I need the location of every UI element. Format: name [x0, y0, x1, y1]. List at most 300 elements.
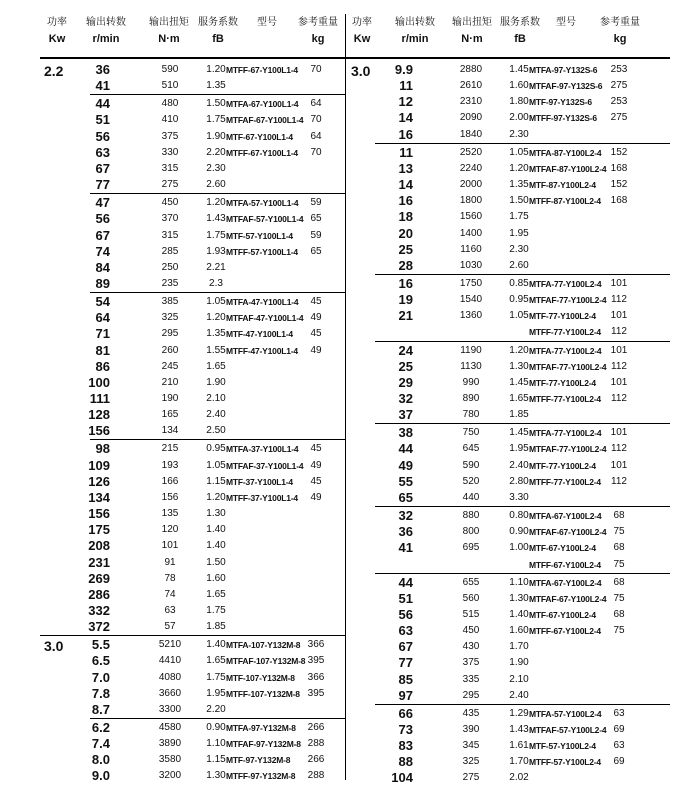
service-factor: 2.40 — [206, 409, 226, 421]
weight-kg — [607, 490, 631, 506]
model-code: MTF-67-Y100L2-4 — [529, 609, 596, 620]
weight-header: 参考重量 kg — [600, 17, 640, 45]
service-factor: 0.85 — [509, 277, 529, 289]
weight-kg: 49 — [310, 491, 322, 503]
service-factor: 0.90 — [206, 722, 226, 733]
table-row — [0, 62, 345, 78]
output-speed: 11 — [399, 144, 413, 160]
output-torque: 3890 — [158, 738, 182, 750]
service-factor: 2.30 — [206, 162, 226, 174]
weight-kg: 70 — [310, 114, 322, 126]
output-torque: 57 — [164, 621, 176, 633]
output-speed: 71 — [95, 326, 110, 342]
table-row — [0, 407, 345, 423]
table-row — [0, 474, 345, 490]
group-rule — [375, 704, 670, 705]
model-code: MTFF-77-Y100L2-4 — [529, 476, 601, 487]
table-row — [0, 458, 345, 474]
output-torque: 780 — [462, 409, 480, 421]
output-speed: 29 — [398, 374, 413, 390]
service-factor: 2.40 — [509, 689, 529, 701]
output-speed: 83 — [398, 738, 413, 754]
model-code: MTFF-107-Y132M-8 — [226, 688, 300, 699]
weight-kg: 366 — [307, 671, 325, 683]
output-speed: 89 — [95, 275, 110, 291]
output-speed — [357, 557, 413, 573]
service-factor: 2.20 — [206, 703, 226, 715]
model-code: MTFA-97-Y132M-8 — [226, 723, 296, 733]
output-torque: 325 — [161, 312, 179, 324]
output-speed: 6.5 — [91, 653, 110, 669]
service-factor: 1.43 — [206, 213, 226, 225]
weight-kg: 366 — [307, 639, 325, 651]
service-factor: 1.15 — [206, 475, 226, 487]
model-code: MTFA-47-Y100L1-4 — [226, 297, 299, 308]
table-row — [345, 754, 700, 770]
service-factor: 1.20 — [509, 162, 529, 174]
service-factor: 1.80 — [509, 96, 529, 108]
table-row — [0, 195, 345, 211]
output-speed: 86 — [95, 358, 110, 374]
weight-kg: 112 — [611, 475, 627, 487]
output-torque: 78 — [164, 572, 176, 584]
output-torque: 63 — [164, 604, 176, 616]
weight-kg: 68 — [613, 576, 625, 588]
service-factor: 1.10 — [509, 576, 529, 588]
service-factor: 1.60 — [206, 572, 226, 584]
table-row — [0, 571, 345, 587]
model-code: MTFF-97-Y132M-8 — [226, 771, 296, 782]
output-torque: 275 — [161, 179, 179, 191]
table-row — [0, 391, 345, 407]
output-speed: 37 — [398, 407, 413, 423]
table-row — [345, 209, 700, 225]
service-factor: 1.65 — [206, 360, 226, 372]
service-factor: 2.3 — [209, 277, 223, 289]
output-speed: 28 — [398, 257, 413, 273]
weight-kg — [304, 260, 328, 276]
model-code: MTF-47-Y100L1-4 — [226, 329, 293, 340]
table-row — [345, 242, 700, 258]
table-row — [345, 258, 700, 274]
table-row — [0, 653, 345, 669]
model-code: MTF-37-Y100L1-4 — [226, 476, 293, 487]
model-code: MTFAF-97-Y132S-6 — [529, 81, 603, 92]
output-torque: 1400 — [459, 227, 483, 239]
speed-header: 输出转数 r/min — [86, 17, 126, 45]
table-row — [0, 343, 345, 359]
model-code: MTFA-67-Y100L1-4 — [226, 99, 299, 110]
weight-kg: 253 — [610, 96, 628, 108]
table-row — [0, 506, 345, 522]
output-torque: 74 — [164, 588, 176, 600]
service-factor: 1.30 — [206, 770, 226, 782]
output-torque: 3660 — [158, 687, 182, 699]
model-code: MTF-107-Y132M-8 — [226, 672, 295, 683]
service-factor: 1.60 — [509, 625, 529, 637]
service-factor: 1.10 — [206, 738, 226, 750]
weight-kg: 75 — [613, 526, 625, 538]
output-speed: 7.4 — [91, 736, 110, 752]
output-speed: 111 — [89, 391, 110, 406]
output-torque: 1160 — [460, 243, 482, 255]
output-speed: 332 — [88, 602, 110, 618]
model-code: MTFF-77-Y100L2-4 — [529, 327, 601, 338]
service-factor: 1.50 — [509, 195, 529, 207]
output-speed: 100 — [88, 374, 110, 390]
output-speed: 36 — [95, 62, 110, 77]
table-row — [345, 738, 700, 754]
output-torque: 2090 — [459, 112, 483, 124]
left-table-column — [0, 0, 345, 788]
model-code: MTFAF-77-Y100L2-4 — [529, 444, 607, 455]
table-row — [345, 425, 700, 441]
output-torque: 3580 — [158, 754, 182, 766]
weight-kg: 112 — [611, 294, 627, 306]
service-factor: 2.40 — [509, 459, 529, 471]
service-factor: 1.65 — [206, 655, 226, 667]
output-torque: 101 — [161, 540, 179, 552]
group-rule — [90, 292, 345, 293]
weight-kg: 75 — [613, 558, 625, 570]
model-code: MTF-77-Y100L2-4 — [529, 377, 596, 388]
service-factor: 3.30 — [509, 491, 529, 503]
service-factor: 1.95 — [509, 227, 529, 239]
output-torque: 91 — [164, 556, 176, 568]
output-torque: 2520 — [459, 146, 483, 158]
service-factor: 1.93 — [206, 245, 226, 257]
table-row — [0, 244, 345, 260]
output-torque: 1800 — [459, 195, 483, 207]
service-factor: 1.45 — [509, 64, 529, 75]
power-value: 2.2 — [44, 63, 64, 79]
table-row — [345, 375, 700, 391]
model-code: MTF-87-Y100L2-4 — [529, 180, 596, 191]
service-factor: 1.40 — [206, 540, 226, 552]
table-row — [0, 326, 345, 342]
model-code: MTFAF-107-Y132M-8 — [226, 656, 306, 667]
weight-kg: 395 — [307, 687, 325, 699]
weight-kg — [304, 522, 328, 538]
table-row — [0, 768, 345, 784]
model-code: MTFA-37-Y100L1-4 — [226, 444, 299, 455]
model-code: MTFA-57-Y100L1-4 — [226, 198, 299, 209]
output-speed: 25 — [398, 241, 413, 257]
group-rule — [375, 341, 670, 342]
output-torque: 2610 — [459, 80, 483, 92]
weight-kg — [607, 770, 631, 786]
table-row — [0, 310, 345, 326]
weight-kg: 63 — [613, 707, 625, 719]
service-factor: 1.29 — [509, 707, 529, 719]
service-factor: 2.00 — [509, 112, 529, 124]
weight-kg: 69 — [613, 724, 625, 735]
table-row — [0, 736, 345, 752]
model-header: 型号 — [257, 17, 277, 28]
weight-kg — [304, 391, 328, 407]
service-factor: 1.90 — [509, 657, 529, 669]
weight-kg: 45 — [310, 475, 322, 487]
table-row — [0, 359, 345, 375]
service-factor: 1.75 — [509, 211, 529, 223]
output-torque: 590 — [161, 64, 179, 75]
output-torque: 1540 — [459, 294, 483, 306]
weight-kg: 49 — [310, 344, 322, 356]
output-speed: 41 — [95, 78, 110, 94]
output-torque: 440 — [462, 491, 480, 503]
output-speed: 63 — [95, 144, 110, 160]
service-factor: 2.30 — [509, 128, 529, 140]
service-factor: 1.90 — [206, 130, 226, 142]
output-torque: 190 — [161, 393, 179, 404]
weight-kg: 395 — [307, 655, 325, 667]
output-torque: 325 — [462, 756, 480, 768]
weight-kg: 68 — [613, 510, 625, 522]
table-row — [345, 591, 700, 607]
table-row — [0, 702, 345, 718]
weight-kg — [607, 655, 631, 671]
service-factor: 2.50 — [206, 425, 226, 437]
output-torque: 120 — [161, 524, 179, 536]
output-torque: 645 — [462, 443, 480, 455]
output-speed: 8.7 — [91, 701, 110, 717]
service-factor: 1.90 — [206, 376, 226, 388]
output-torque: 215 — [161, 443, 179, 455]
output-speed: 44 — [398, 574, 413, 590]
service-factor: 1.05 — [206, 296, 226, 308]
output-torque: 245 — [161, 360, 179, 372]
weight-kg: 152 — [610, 179, 628, 191]
table-row — [0, 522, 345, 538]
output-speed: 208 — [88, 538, 110, 554]
output-torque: 390 — [462, 724, 480, 735]
output-torque: 385 — [161, 296, 179, 308]
output-torque: 3300 — [158, 703, 182, 715]
service-factor: 1.30 — [206, 508, 226, 520]
model-code: MTFF-87-Y100L2-4 — [529, 196, 601, 207]
table-row — [345, 276, 700, 292]
service-factor: 1.20 — [509, 344, 529, 356]
table-row — [345, 391, 700, 407]
service-factor: 2.80 — [509, 475, 529, 487]
table-row — [0, 112, 345, 128]
group-rule — [375, 506, 670, 507]
weight-kg: 112 — [611, 443, 627, 455]
output-torque: 880 — [462, 510, 480, 522]
output-torque: 2880 — [459, 64, 483, 75]
output-speed: 56 — [95, 128, 110, 144]
output-torque: 315 — [161, 229, 179, 241]
table-row — [0, 145, 345, 161]
output-speed: 286 — [88, 586, 110, 602]
output-speed: 54 — [95, 294, 110, 310]
table-row — [345, 639, 700, 655]
model-code: MTF-57-Y100L2-4 — [529, 741, 596, 752]
table-row — [0, 720, 345, 736]
output-speed: 63 — [398, 623, 413, 639]
weight-kg — [607, 209, 631, 225]
table-row — [345, 575, 700, 591]
output-speed: 32 — [398, 391, 413, 406]
output-speed: 21 — [398, 308, 413, 324]
table-row — [0, 441, 345, 457]
weight-kg: 101 — [610, 459, 628, 471]
output-speed: 56 — [398, 606, 413, 622]
output-torque: 1190 — [460, 344, 482, 356]
table-row — [0, 555, 345, 571]
weight-kg: 112 — [611, 326, 627, 338]
weight-kg — [304, 78, 328, 94]
table-row — [345, 672, 700, 688]
output-speed: 19 — [398, 292, 413, 308]
output-torque: 520 — [462, 475, 480, 487]
group-rule — [375, 274, 670, 275]
model-code: MTFF-67-Y100L2-4 — [529, 559, 601, 570]
speed-header: 输出转数 r/min — [395, 17, 435, 45]
table-row — [345, 127, 700, 143]
weight-kg: 59 — [310, 229, 322, 241]
service-factor: 1.50 — [206, 556, 226, 568]
model-code: MTFAF-77-Y100L2-4 — [529, 361, 607, 372]
power-value: 3.0 — [44, 638, 64, 655]
output-speed: 66 — [398, 705, 413, 721]
service-factor: 2.60 — [206, 179, 226, 191]
output-speed: 25 — [398, 358, 413, 374]
service-factor: 1.20 — [206, 64, 226, 75]
table-row — [345, 508, 700, 524]
table-row — [345, 540, 700, 556]
output-torque: 450 — [161, 197, 179, 209]
weight-kg: 288 — [307, 770, 325, 782]
table-row — [0, 294, 345, 310]
output-speed: 109 — [88, 457, 110, 473]
service-factor: 2.10 — [509, 673, 529, 685]
group-rule — [375, 143, 670, 144]
table-row — [345, 623, 700, 639]
output-torque: 480 — [161, 98, 179, 110]
table-row — [0, 161, 345, 177]
output-speed: 126 — [88, 473, 110, 489]
output-torque: 375 — [462, 657, 480, 669]
service-factor: 1.35 — [206, 80, 226, 92]
service-factor: 1.43 — [509, 724, 529, 735]
output-speed: 67 — [95, 160, 110, 176]
table-row — [345, 308, 700, 324]
model-code: MTFA-77-Y100L2-4 — [529, 345, 602, 356]
output-speed: 36 — [398, 524, 413, 540]
output-torque: 135 — [161, 508, 179, 520]
output-speed: 372 — [88, 619, 110, 635]
output-torque: 1750 — [459, 277, 483, 289]
output-torque: 590 — [462, 459, 480, 471]
weight-kg — [607, 242, 631, 258]
table-row — [345, 324, 700, 340]
table-row — [345, 359, 700, 375]
output-torque: 435 — [462, 707, 480, 719]
service-factor: 1.70 — [509, 641, 529, 653]
service-factor: 0.95 — [509, 294, 529, 306]
table-row — [0, 228, 345, 244]
output-speed: 32 — [398, 508, 413, 524]
output-torque: 515 — [462, 608, 480, 620]
table-row — [345, 94, 700, 110]
model-code: MTFA-77-Y100L2-4 — [529, 278, 602, 289]
service-factor: 1.95 — [206, 687, 226, 699]
model-code: MTFAF-57-Y100L2-4 — [529, 725, 607, 735]
model-code: MTFAF-37-Y100L1-4 — [226, 460, 304, 471]
weight-kg — [304, 375, 328, 391]
service-factor: 1.35 — [509, 179, 529, 191]
service-factor: 1.65 — [206, 588, 226, 600]
weight-kg: 65 — [310, 245, 322, 257]
weight-kg: 70 — [310, 146, 322, 158]
service-factor: 1.30 — [509, 592, 529, 604]
weight-kg: 75 — [613, 625, 625, 637]
power-header: 功率 Kw — [47, 17, 67, 45]
table-row — [345, 62, 700, 78]
service-factor: 1.20 — [206, 491, 226, 503]
output-torque: 1560 — [459, 211, 483, 223]
service-factor: 1.75 — [206, 229, 226, 241]
output-torque: 275 — [462, 772, 480, 784]
power-header: 功率 Kw — [352, 17, 372, 45]
model-code: MTFAF-97-Y132M-8 — [226, 739, 301, 750]
service-factor: 1.75 — [206, 114, 226, 126]
service-factor: 2.60 — [509, 259, 529, 271]
weight-kg: 168 — [610, 195, 628, 207]
output-torque: 560 — [462, 592, 480, 604]
weight-kg: 266 — [307, 722, 325, 733]
output-torque: 2240 — [459, 162, 483, 174]
weight-kg: 275 — [610, 80, 628, 92]
weight-kg — [607, 258, 631, 274]
output-torque: 156 — [161, 491, 179, 503]
output-torque: 134 — [161, 425, 179, 437]
table-row — [345, 655, 700, 671]
model-code: MTF-77-Y100L2-4 — [529, 460, 596, 471]
table-row — [345, 458, 700, 474]
weight-kg: 70 — [310, 64, 322, 75]
model-code: MTFAF-77-Y100L2-4 — [529, 295, 607, 306]
output-torque: 510 — [161, 80, 179, 92]
output-torque: 450 — [462, 625, 480, 637]
output-torque: 193 — [161, 459, 179, 471]
output-speed: 9.9 — [394, 62, 413, 77]
output-torque: 2000 — [459, 179, 483, 191]
output-torque: 4580 — [158, 722, 182, 733]
output-speed: 16 — [398, 193, 413, 209]
output-torque: 1360 — [459, 310, 483, 322]
weight-kg: 152 — [610, 146, 628, 158]
output-speed: 47 — [95, 195, 110, 211]
model-code: MTFF-97-Y132S-6 — [529, 113, 597, 124]
weight-header: 参考重量 kg — [298, 17, 338, 45]
output-speed: 13 — [398, 160, 413, 176]
table-row — [345, 688, 700, 704]
output-speed: 156 — [88, 423, 110, 439]
model-code: MTFA-67-Y100L2-4 — [529, 577, 602, 588]
model-code: MTFA-97-Y132S-6 — [529, 65, 598, 75]
table-row — [0, 686, 345, 702]
output-speed: 134 — [88, 489, 110, 505]
output-speed: 44 — [398, 441, 413, 457]
table-row — [345, 722, 700, 738]
table-row — [345, 706, 700, 722]
model-code: MTFA-57-Y100L2-4 — [529, 708, 602, 719]
model-code: MTFA-67-Y100L2-4 — [529, 511, 602, 522]
output-speed: 81 — [95, 342, 110, 358]
output-speed: 77 — [398, 655, 413, 671]
